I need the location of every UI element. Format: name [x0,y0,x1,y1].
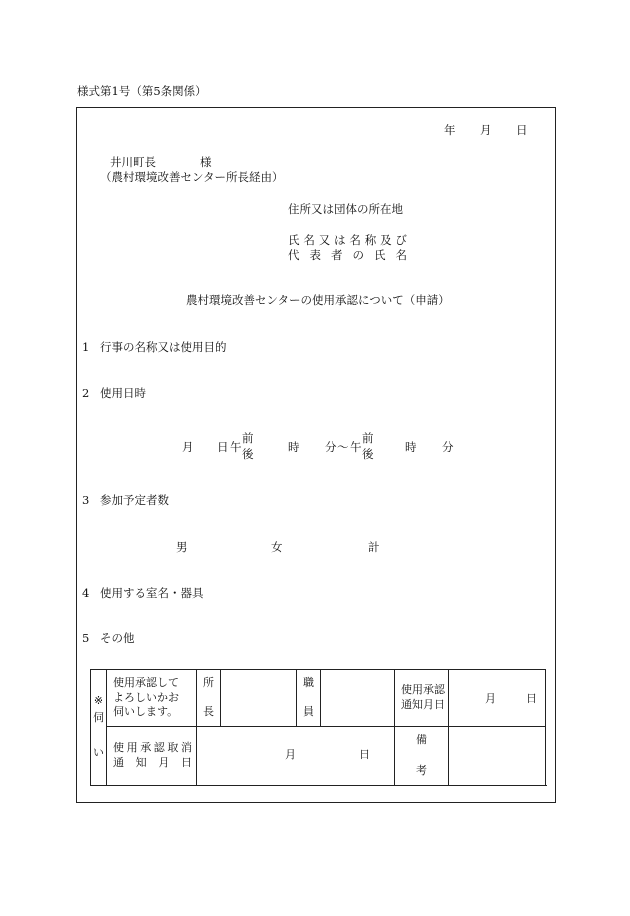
char: 名 [303,233,315,247]
dt-hour2: 時 [405,440,417,454]
dt-pm2: 後 [362,446,374,461]
date-year: 年 [444,123,456,137]
cancel-date-box[interactable] [197,727,395,786]
dt-am-pm-2 [362,433,374,460]
cancel-line1 [113,741,192,756]
item1-no: 1 [82,340,90,354]
dt-tilde: ～ [337,440,349,454]
char: 承 [140,741,152,755]
approval-request-line1: 使用承認して [113,675,179,689]
cancel-label [107,727,197,786]
dt-am2: 前 [362,431,374,445]
notify-date-box[interactable] [449,670,546,727]
dt-month: 月 [182,440,194,454]
item1-label: 行事の名称又は使用目的 [100,340,227,354]
item2-no: 2 [82,386,90,400]
participants-female: 女 [271,540,283,554]
char: の [352,248,364,262]
notify-line2: 通知月日 [401,698,445,711]
dt-day: 日 [217,440,229,454]
addressee-name: 井川町長 [110,155,156,169]
participants-total: 計 [368,540,380,554]
addressee-honorific: 様 [200,155,212,169]
ukagai-char-1: 伺 [93,711,104,725]
cancel-month: 月 [285,748,296,761]
dt-minute-to: 分 [442,440,454,454]
staff-seal-box[interactable] [321,670,395,727]
char: 表 [309,248,321,262]
char: 又 [318,233,331,247]
staff-char-1: 職 [303,676,314,690]
char: 使 [113,741,124,755]
char: 認 [153,741,165,755]
director-char-2: 長 [203,705,214,718]
applicant-representative-label [288,250,407,262]
remarks-label [395,727,449,786]
approval-table [90,669,546,786]
ukagai-char-2: い [93,745,104,759]
dt-prefix2: 午 [350,440,362,454]
remarks-char-2: 考 [416,764,427,777]
char: 取 [167,741,179,755]
dt-prefix: 午 [230,440,242,454]
char: 及 [380,233,392,247]
document-title: 農村環境改善センターの使用承認について（申請） [186,293,450,307]
item4-label: 使用する室名・器具 [100,586,204,600]
char: 氏 [374,248,386,262]
char: 名 [395,248,407,262]
dt-pm: 後 [242,446,254,461]
char: 称 [364,233,377,247]
director-seal-box[interactable] [221,670,297,727]
remarks-box[interactable] [449,727,546,786]
approval-request-label [107,670,197,727]
form-number: 様式第1号（第5条関係） [77,84,207,98]
char: 用 [126,741,138,755]
participants-male: 男 [176,540,188,554]
applicant-name-label [288,235,407,247]
item5-no: 5 [82,631,90,645]
notify-line1: 使用承認 [401,683,445,697]
char: 知 [135,756,147,769]
dt-hour: 時 [288,440,300,454]
char: 氏 [288,233,300,247]
notify-month: 月 [485,692,496,705]
item2-label: 使用日時 [100,386,146,400]
item3-no: 3 [82,493,90,507]
date-month: 月 [480,123,492,137]
char: 代 [288,248,300,262]
char: 消 [180,741,192,755]
date-day: 日 [516,123,528,137]
approval-request-line3: 伺いします。 [113,705,179,719]
notify-label [395,670,449,727]
item5-label: その他 [100,631,135,645]
char: 日 [180,756,192,769]
ukagai-cell [91,670,107,786]
dt-am-pm [242,433,254,460]
item4-no: 4 [82,586,90,600]
notify-day: 日 [526,692,537,705]
addressee-via: （農村環境改善センター所長経由） [100,170,284,184]
director-char-1: 所 [203,676,214,690]
char: は [334,233,346,247]
approval-request-line2: よろしいかお [113,690,179,704]
item3-label: 参加予定者数 [100,493,169,507]
dt-minute-from: 分 [325,440,337,454]
char: 月 [158,756,170,769]
char: 者 [331,248,343,262]
cancel-line2 [113,756,192,771]
staff-label [297,670,321,727]
char: 通 [113,756,124,769]
director-label [197,670,221,727]
dt-am: 前 [242,431,254,445]
char: び [395,233,407,247]
cancel-day: 日 [359,748,370,761]
staff-char-2: 員 [303,705,314,718]
applicant-address-label: 住所又は団体の所在地 [288,202,403,216]
note-mark: ※ [93,694,104,708]
remarks-char-1: 備 [416,733,427,747]
char: 名 [349,233,361,247]
